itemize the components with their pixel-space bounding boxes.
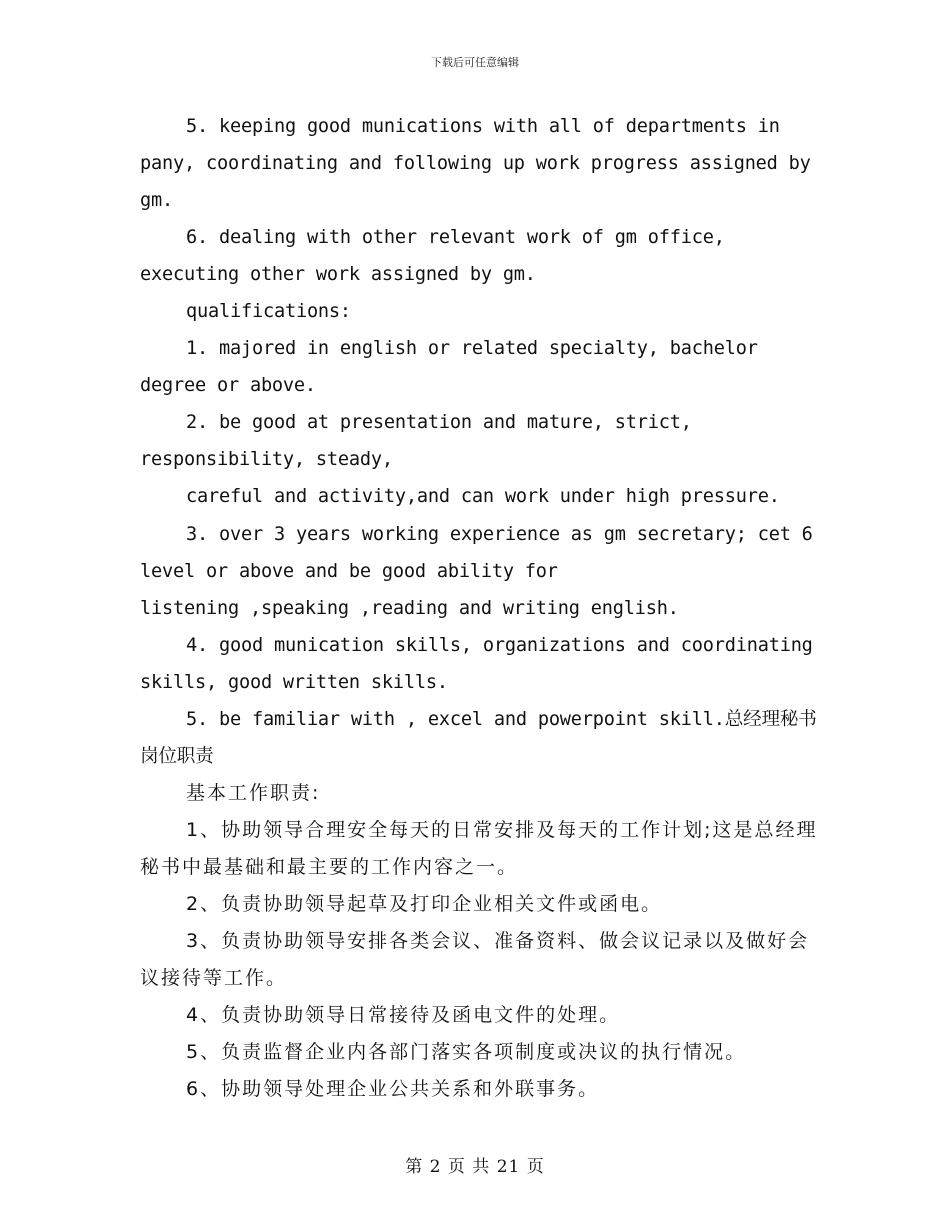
qualifications-heading: qualifications: [186,301,351,323]
paragraph-cn-duty-2: 2、负责协助领导起草及打印企业相关文件或函电。 [186,892,663,915]
paragraph-qualification-2-continued: careful and activity,and can work under high pressure. [186,486,780,508]
paragraph-duty-5: 5. keeping good munications with all of departments in pany, coordinating and following up work progress assigned by gm. [140,116,811,212]
paragraph-qualification-3-continued: listening ,speaking ,reading and writing english. [140,597,679,619]
paragraph-qualification-3: 3. over 3 years working experience as gm secretary; cet 6 level or above and be good ability for [140,523,813,582]
paragraph-cn-duty-4: 4、负责协助领导日常接待及函电文件的处理。 [186,1004,621,1027]
paragraph-cn-duty-5: 5、负责监督企业内各部门落实各项制度或决议的执行情况。 [186,1041,747,1064]
paragraph-cn-duty-6: 6、协助领导处理企业公共关系和外联事务。 [186,1078,600,1101]
page-number-footer: 第 2 页 共 21 页 [405,1157,545,1177]
paragraph-qualification-4: 4. good munication skills, organizations and coordinating skills, good written skills. [140,634,813,693]
paragraph-qualification-1: 1. majored in english or related specialty, bachelor degree or above. [140,338,758,397]
paragraph-qualification-5: 5. be familiar with , excel and powerpoint skill.总经理秘书岗位职责 [140,708,817,767]
paragraph-qualification-2: 2. be good at presentation and mature, strict, responsibility, steady, [140,412,692,471]
document-body [140,108,820,1108]
paragraph-cn-duty-1: 1、协助领导合理安全每天的日常安排及每天的工作计划;这是总经理秘书中最基础和最主要的工作内容之一。 [140,818,818,878]
paragraph-duty-6: 6. dealing with other relevant work of gm office, executing other work assigned by gm. [140,227,725,286]
page-header-note: 下载后可任意编辑 [431,56,519,69]
paragraph-cn-duty-3: 3、负责协助领导安排各类会议、准备资料、做会议记录以及做好会议接待等工作。 [140,930,810,990]
basic-duties-heading: 基本工作职责: [186,781,321,804]
